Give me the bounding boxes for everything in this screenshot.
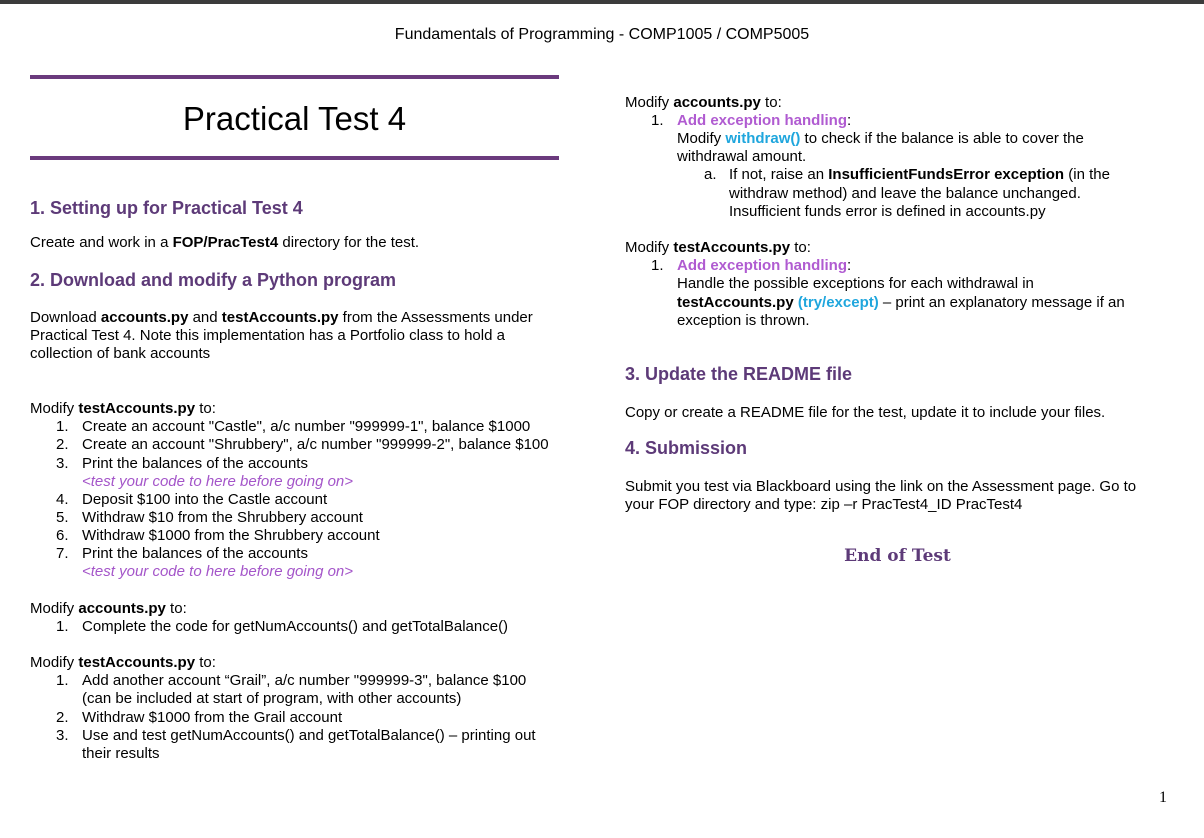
section-1-heading: 1. Setting up for Practical Test 4 xyxy=(30,198,303,218)
section-1-text: Create and work in a FOP/PracTest4 directory for the test. xyxy=(30,234,420,251)
list-marker: 5. xyxy=(56,509,69,526)
block-c-heading: Modify testAccounts.py to: xyxy=(30,654,216,671)
list-item-continuation: exception is thrown. xyxy=(677,312,810,329)
exception-handling-label: Add exception handling: xyxy=(677,112,852,129)
section-2-heading: 2. Download and modify a Python program xyxy=(30,270,397,290)
sub-list-item: If not, raise an InsufficientFundsError exception (in the xyxy=(729,166,1110,183)
list-item: Create an account "Castle", a/c number "999999-1", balance $1000 xyxy=(82,418,531,435)
list-marker: a. xyxy=(704,166,717,183)
block-a-heading: Modify testAccounts.py to: xyxy=(30,400,216,417)
list-marker: 1. xyxy=(56,672,69,689)
list-item: Withdraw $10 from the Shrubbery account xyxy=(82,509,363,526)
page-title: Practical Test 4 xyxy=(182,100,407,137)
section-2-intro-line-3: collection of bank accounts xyxy=(30,345,211,362)
test-hint: <test your code to here before going on> xyxy=(82,473,354,490)
sub-list-item-continuation: withdraw method) and leave the balance unchanged. xyxy=(729,185,1081,202)
title-rule-bottom xyxy=(30,156,559,160)
block-b-heading: Modify accounts.py to: xyxy=(30,600,187,617)
section-2-intro-line-2: Practical Test 4. Note this implementation has a Portfolio class to hold a xyxy=(30,327,505,344)
list-item: Add another account “Grail”, a/c number "999999-3", balance $100 xyxy=(82,672,527,689)
page-header: Fundamentals of Programming - COMP1005 / COMP5005 xyxy=(394,26,810,43)
section-3-text: Copy or create a README file for the test, update it to include your files. xyxy=(625,404,1106,421)
list-marker: 2. xyxy=(56,709,69,726)
list-item: Print the balances of the accounts xyxy=(82,455,308,472)
top-border xyxy=(0,0,1204,4)
list-marker: 2. xyxy=(56,436,69,453)
list-marker: 1. xyxy=(651,257,664,274)
list-marker: 1. xyxy=(56,618,69,635)
list-item: Print the balances of the accounts xyxy=(82,545,308,562)
section-4-line-2: your FOP directory and type: zip –r PracTest4_ID PracTest4 xyxy=(625,496,1023,513)
title-rule-top xyxy=(30,75,559,79)
list-item: Use and test getNumAccounts() and getTotalBalance() – printing out xyxy=(82,727,536,744)
list-item-continuation: testAccounts.py (try/except) – print an explanatory message if an xyxy=(677,294,1125,311)
list-item: Modify withdraw() to check if the balance is able to cover the xyxy=(677,130,1084,147)
list-item-continuation: withdrawal amount. xyxy=(677,148,807,165)
sub-list-item-continuation: Insufficient funds error is defined in accounts.py xyxy=(729,203,1046,220)
list-marker: 1. xyxy=(56,418,69,435)
block-e-heading: Modify testAccounts.py to: xyxy=(625,239,811,256)
section-4-line-1: Submit you test via Blackboard using the link on the Assessment page. Go to xyxy=(625,478,1137,495)
list-marker: 3. xyxy=(56,455,69,472)
end-of-test: End of Test xyxy=(844,546,951,566)
block-d-heading: Modify accounts.py to: xyxy=(625,94,782,111)
test-hint: <test your code to here before going on> xyxy=(82,563,354,580)
list-marker: 6. xyxy=(56,527,69,544)
list-marker: 3. xyxy=(56,727,69,744)
section-2-intro-line-1: Download accounts.py and testAccounts.py from the Assessments under xyxy=(30,309,533,326)
section-4-heading: 4. Submission xyxy=(625,438,748,458)
list-item: Withdraw $1000 from the Grail account xyxy=(82,709,343,726)
list-marker: 4. xyxy=(56,491,69,508)
exception-handling-label: Add exception handling: xyxy=(677,257,852,274)
list-item: Handle the possible exceptions for each withdrawal in xyxy=(677,275,1034,292)
list-item-continuation: (can be included at start of program, with other accounts) xyxy=(82,690,462,707)
list-item: Deposit $100 into the Castle account xyxy=(82,491,328,508)
list-item: Withdraw $1000 from the Shrubbery account xyxy=(82,527,380,544)
list-item: Create an account "Shrubbery", a/c number "999999-2", balance $100 xyxy=(82,436,549,453)
list-item: Complete the code for getNumAccounts() and getTotalBalance() xyxy=(82,618,509,635)
page-number: 1 xyxy=(1159,789,1167,806)
list-marker: 7. xyxy=(56,545,69,562)
section-3-heading: 3. Update the README file xyxy=(625,364,853,384)
list-item-continuation: their results xyxy=(82,745,160,762)
list-marker: 1. xyxy=(651,112,664,129)
